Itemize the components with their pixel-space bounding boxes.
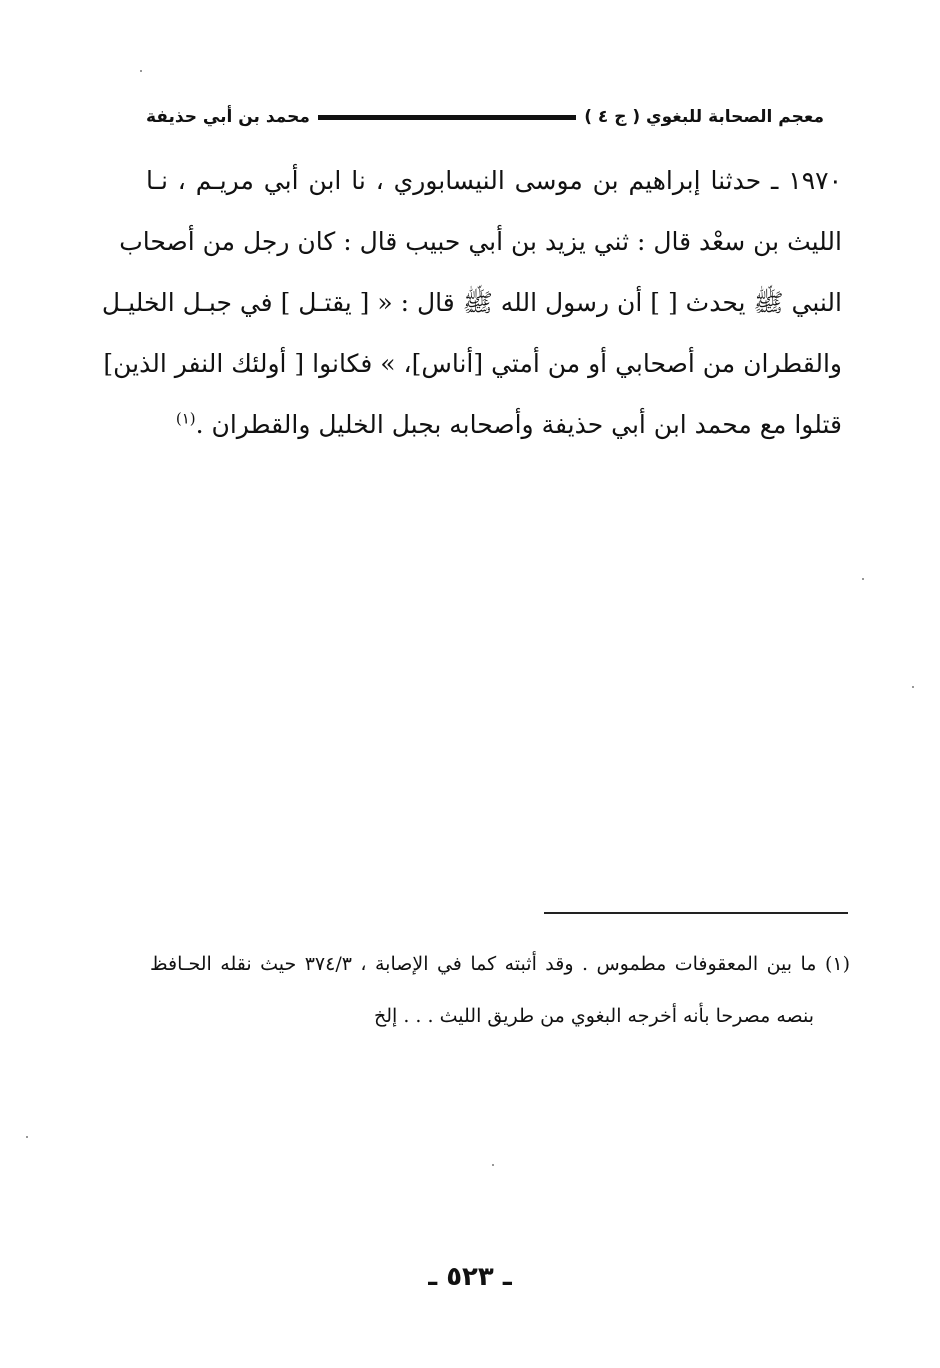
header-rule [318, 115, 576, 120]
scan-speck [912, 686, 914, 688]
running-header [146, 102, 824, 132]
book-title: معجم الصحابة للبغوي ( ج ٤ ) [584, 107, 824, 127]
footnote-separator [544, 912, 848, 914]
body-line: النبي ﷺ يحدث [ ] أن رسول الله ﷺ قال : « [ يقتـل ] في جبـل الخليـل [101, 288, 842, 317]
body-line-last [146, 394, 842, 455]
footnote-line: بنصه مصرحا بأنه أخرجه البغوي من طريق الليث . . . إلخ [373, 1005, 814, 1027]
scan-speck [492, 1164, 494, 1166]
hadith-text [101, 150, 842, 455]
body-line: والقطران من أصحابي أو من أمتي [أناس]، » فكانوا [ أولئك النفر الذين] [103, 349, 842, 378]
footnote [150, 938, 850, 1042]
body-line: الليث بن سعْد قال : ثني يزيد بن أبي حبيب قال : كان رجل من أصحاب [119, 227, 842, 256]
page-number: ـ ٥٢٣ ـ [428, 1262, 512, 1292]
scan-speck [862, 578, 864, 580]
scan-speck [26, 1136, 28, 1138]
scan-speck [140, 70, 142, 72]
footnote-line: (١) ما بين المعقوفات مطموس . وقد أثبته كما في الإصابة ، ٣٧٤/٣ حيث نقله الحـافظ [150, 953, 850, 975]
body-line: ١٩٧٠ ـ حدثنا إبراهيم بن موسى النيسابوري ، نا ابن أبي مريـم ، نـا [146, 166, 842, 195]
section-title: محمد بن أبي حذيفة [146, 107, 310, 127]
footnote-reference[interactable]: (١) [175, 409, 196, 428]
body-line-text: قتلوا مع محمد ابن أبي حذيفة وأصحابه بجبل الخليل والقطران . [195, 410, 842, 439]
